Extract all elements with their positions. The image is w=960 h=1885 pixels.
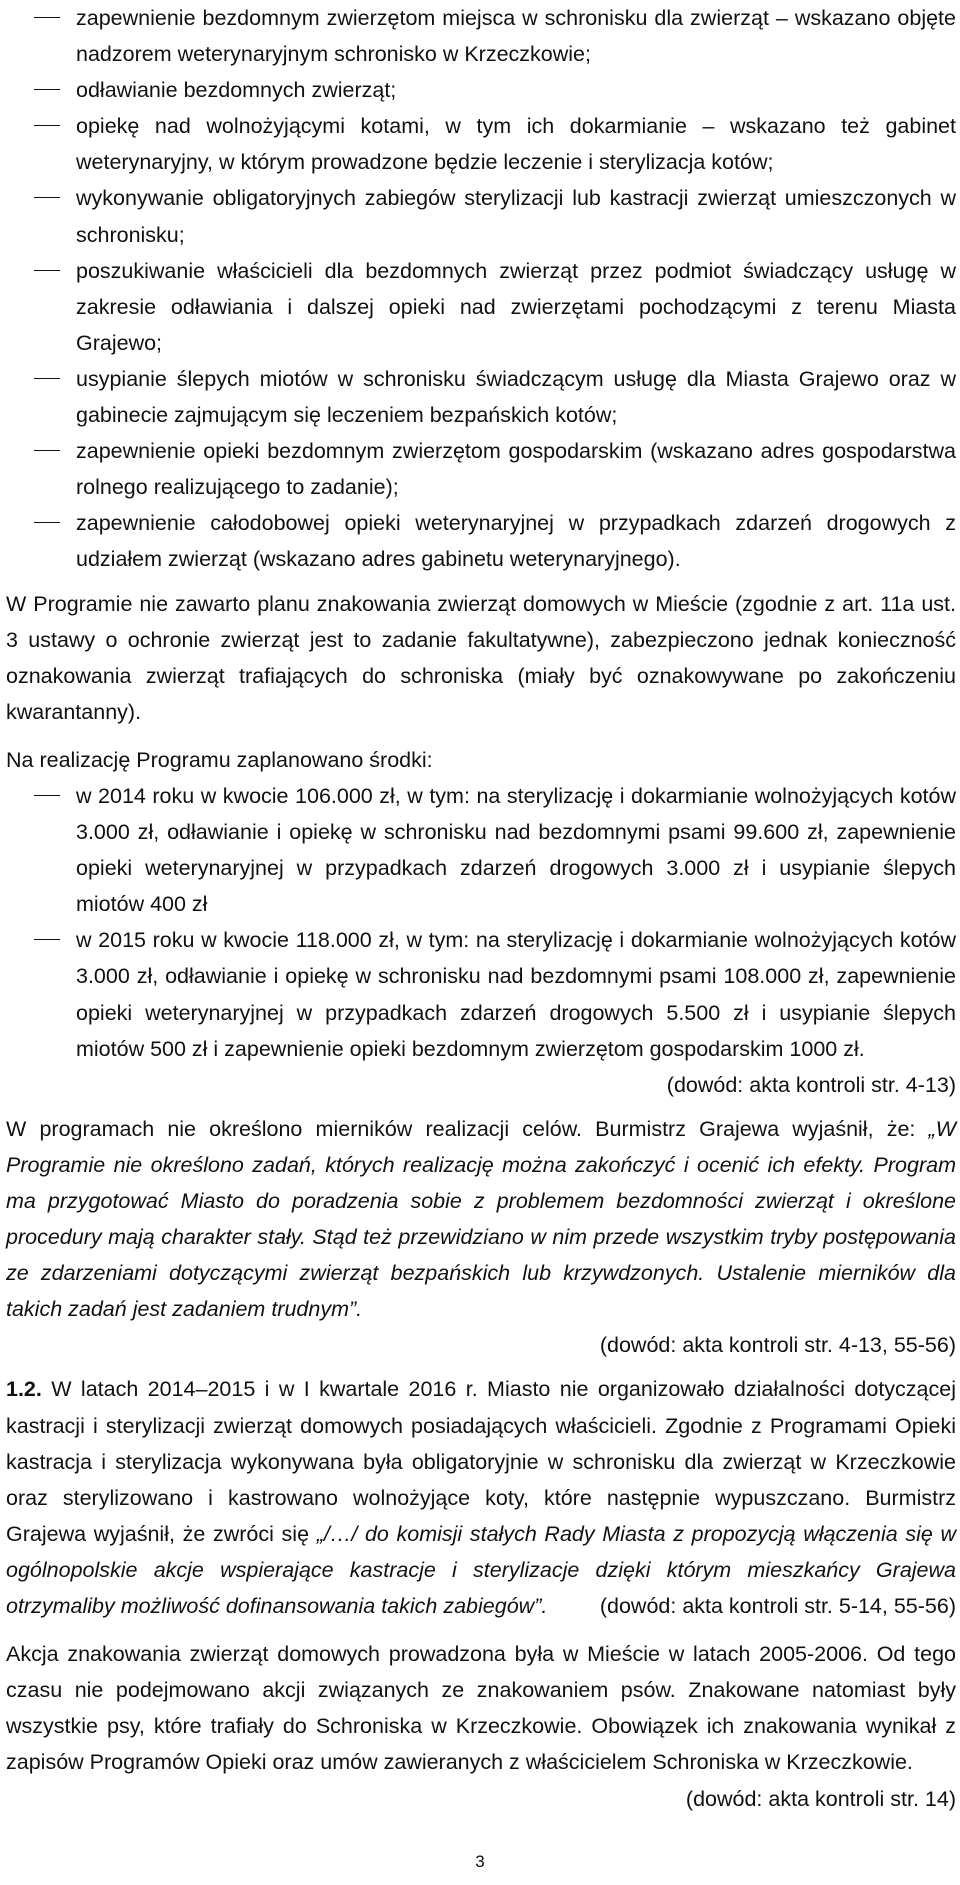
- list-item: zapewnienie opieki bezdomnym zwierzętom gospodarskim (wskazano adres gospodarstwa rolnego realizującego to zadanie);: [6, 433, 956, 505]
- evidence-note: (dowód: akta kontroli str. 4-13, 55-56): [599, 1333, 956, 1358]
- evidence-note: (dowód: akta kontroli str. 14): [685, 1786, 956, 1811]
- list-item: usypianie ślepych miotów w schronisku świadczącym usługę dla Miasta Grajewo oraz w gabinecie zajmującym się leczeniem bezpańskich kotów;: [6, 361, 956, 433]
- list-item: opiekę nad wolnożyjącymi kotami, w tym ich dokarmianie – wskazano też gabinet weterynaryjny, w którym prowadzone będzie leczenie i sterylizacja kotów;: [6, 108, 956, 180]
- funds-intro: Na realizację Programu zaplanowano środki:: [6, 747, 433, 772]
- list-item-text: w 2015 roku w kwocie 118.000 zł, w tym: na sterylizację i dokarmianie wolnożyjących kotów 3.000 zł, odławianie i opiekę w schronisku nad bezdomnymi psami 108.000 zł, zapewnienie opieki weterynaryjnej w przypadkach zdarzeń drogowych 5.500 zł i usypianie ślepych miotów 500 zł i zapewnienie opieki bezdomnym zwierzętom gospodarskim 1000 zł.: [76, 928, 956, 1061]
- funds-list: [6, 778, 956, 1103]
- list-item: [6, 922, 956, 1102]
- section-1-2-paragraph: [6, 1371, 956, 1624]
- page-number: 3: [475, 1852, 485, 1871]
- evidence-note: (dowód: akta kontroli str. 5-14, 55-56): [599, 1594, 956, 1619]
- marking-paragraph: W Programie nie zawarto planu znakowania zwierząt domowych w Mieście (zgodnie z art. 11a ust. 3 ustawy o ochronie zwierząt jest to zadanie fakultatywne), zabezpieczono jednak konieczność oznakowania zwierząt trafiających do schroniska (miały być oznakowywane po zakończeniu kwarantanny).: [6, 591, 956, 724]
- list-item: wykonywanie obligatoryjnych zabiegów sterylizacji lub kastracji zwierząt umieszczonych w schronisku;: [6, 180, 956, 252]
- program-tasks-list: [6, 0, 956, 578]
- marking-action-paragraph: [6, 1636, 956, 1816]
- section-number: 1.2.: [6, 1377, 42, 1402]
- list-item: odławianie bezdomnych zwierząt;: [6, 72, 956, 108]
- mayor-quote: „/…/ do komisji stałych Rady Miasta z propozycją włączenia się w ogólnopolskie akcje wspierające kastracje i sterylizacje dzięki którym mieszkańcy Grajewa otrzymaliby możliwość dofinansowania takich zabiegów”.: [6, 1521, 957, 1619]
- evidence-note: (dowód: akta kontroli str. 4-13): [666, 1072, 956, 1097]
- list-item: zapewnienie całodobowej opieki weterynaryjnej w przypadkach zdarzeń drogowych z udziałem zwierząt (wskazano adres gabinetu weterynaryjnego).: [6, 505, 956, 577]
- list-item: zapewnienie bezdomnym zwierzętom miejsca w schronisku dla zwierząt – wskazano objęte nadzorem weterynaryjnym schronisko w Krzeczkowie;: [6, 0, 956, 72]
- measures-paragraph: [6, 1111, 956, 1364]
- mayor-quote: „W Programie nie określono zadań, których realizację można zakończyć i ocenić ich efekty. Program ma przygotować Miasto do poradzenia sobie z problemem bezdomności zwierząt i określone procedury mają charakter stały. Stąd też przewidziano w nim przede wszystkim tryby postępowania ze zdarzeniami dotyczącymi zwierząt bezpańskich lub krzywdzonych. Ustalenie mierników dla takich zadań jest zadaniem trudnym”.: [6, 1116, 956, 1322]
- list-item: poszukiwanie właścicieli dla bezdomnych zwierząt przez podmiot świadczący usługę w zakresie odławiania i dalszej opieki nad zwierzętami pochodzącymi z terenu Miasta Grajewo;: [6, 253, 956, 361]
- document-page: [6, 0, 956, 1817]
- paragraph-text: Akcja znakowania zwierząt domowych prowadzona była w Mieście w latach 2005-2006. Od tego czasu nie podejmowano akcji związanych ze znakowaniem psów. Znakowane natomiast były wszystkie psy, które trafiały do Schroniska w Krzeczkowie. Obowiązek ich znakowania wynikał z zapisów Programów Opieki oraz umów zawieranych z właścicielem Schroniska w Krzeczkowie.: [6, 1642, 956, 1775]
- measures-lead: W programach nie określono mierników realizacji celów. Burmistrz Grajewa wyjaśnił, że:: [6, 1116, 929, 1141]
- section-text: W latach 2014–2015 i w I kwartale 2016 r. Miasto nie organizowało działalności dotyczącej kastracji i sterylizacji zwierząt domowych posiadających właścicieli. Zgodnie z Programami Opieki kastracja i sterylizacja wykonywana była obligatoryjnie w schronisku dla zwierząt w Krzeczkowie oraz sterylizowano i kastrowano wolnożyjące koty, które następnie wypuszczano. Burmistrz Grajewa wyjaśnił, że zwróci się: [6, 1377, 956, 1546]
- list-item: w 2014 roku w kwocie 106.000 zł, w tym: na sterylizację i dokarmianie wolnożyjących kotów 3.000 zł, odławianie i opiekę w schronisku nad bezdomnymi psami 99.600 zł, zapewnienie opieki weterynaryjnej w przypadkach zdarzeń drogowych 3.000 zł i usypianie ślepych miotów 400 zł: [6, 778, 956, 922]
